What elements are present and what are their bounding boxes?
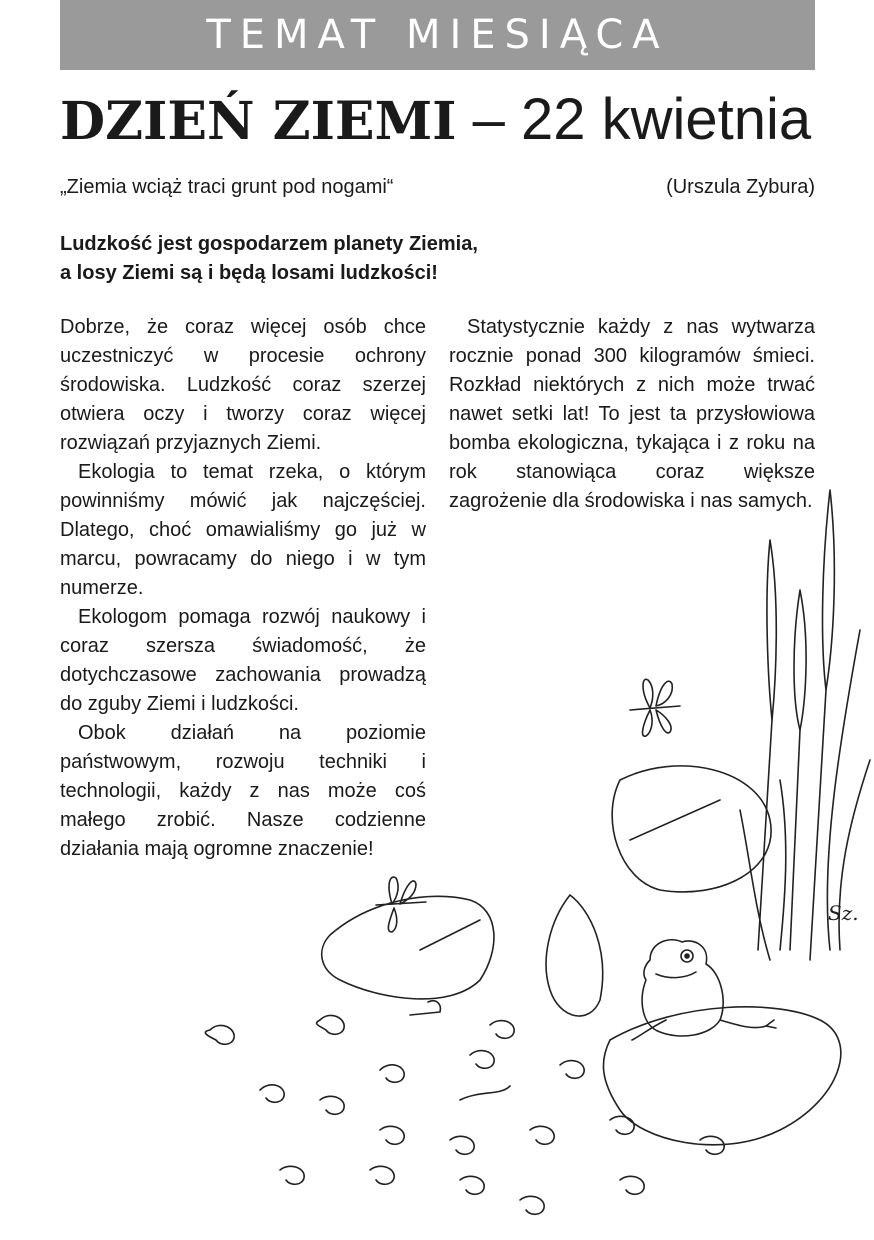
title-strong: DZIEŃ ZIEMI xyxy=(60,91,457,152)
dragonfly-drawing xyxy=(376,679,680,932)
title-date: – 22 kwietnia xyxy=(456,87,812,152)
article-paragraph: Statystycznie każdy z nas wytwarza rocznie ponad 300 kilogramów śmieci. Rozkład niektórych z nich może trwać nawet setki lat! To jest ta przysłowiowa bomba ekologiczna, tykająca i z roku na rok stanowiąca coraz większe zagrożenie dla środowiska i nas samych. xyxy=(449,316,815,512)
section-banner xyxy=(60,0,815,70)
reeds-drawing xyxy=(740,490,870,960)
epigraph-author: (Urszula Zybura) xyxy=(666,176,815,198)
article-paragraph: Ekologom pomaga rozwój naukowy i coraz szersza świadomość, że dotychczasowe zachowania prowadzą do zguby Ziemi i ludzkości. xyxy=(60,606,426,715)
tadpoles-drawing xyxy=(205,1001,724,1215)
pond-illustration xyxy=(180,480,874,1240)
lead-line: Ludzkość jest gospodarzem planety Ziemia, xyxy=(60,233,478,255)
epigraph-quote: „Ziemia wciąż traci grunt pod nogami“ xyxy=(60,176,394,198)
article-paragraph: Obok działań na poziomie państwowym, rozwoju techniki i technologii, każdy z nas może coś małego zrobić. Nasze codzienne działania mają ogromne znaczenie! xyxy=(60,722,426,860)
lead-line: a losy Ziemi są i będą losami ludzkości! xyxy=(60,262,438,284)
article-paragraph: Dobrze, że coraz więcej osób chce uczestniczyć w procesie ochrony środowiska. Ludzkość coraz szerzej otwiera oczy i tworzy coraz więcej rozwiązań przyjaznych Ziemi. xyxy=(60,316,426,454)
frog-drawing xyxy=(632,940,776,1040)
page-title xyxy=(60,84,840,158)
lily-pads-drawing xyxy=(322,766,841,1145)
article-paragraph: Ekologia to temat rzeka, o którym powinniśmy mówić jak najczęściej. Dlatego, choć omawialiśmy go już w marcu, powracamy do niego i w tym numerze. xyxy=(60,461,426,599)
artist-signature: Sz. xyxy=(828,901,859,925)
section-label: TEMAT MIESIĄCA xyxy=(206,12,669,58)
lead-paragraph xyxy=(60,230,620,288)
